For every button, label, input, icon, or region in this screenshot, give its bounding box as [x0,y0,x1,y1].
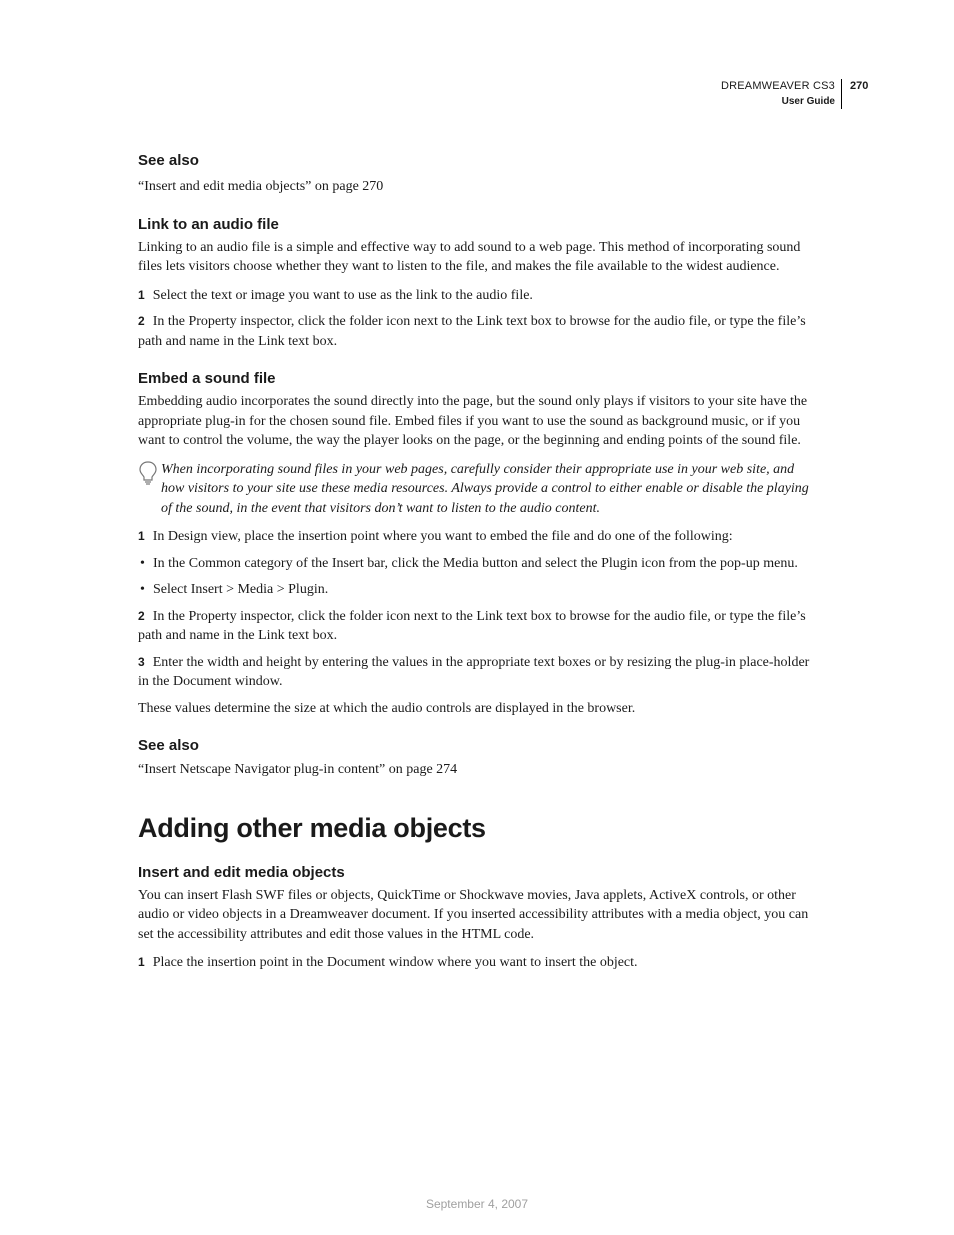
section-heading-embed-sound: Embed a sound file [138,370,276,387]
step-number: 2 [138,608,145,623]
step-text: Enter the width and height by entering the values in the appropriate text boxes or by resizing the plug-in place-holder in the Document window. [138,654,810,689]
step-text: Place the insertion point in the Document window where you want to insert the object. [152,955,638,970]
step-number: 1 [138,955,145,969]
step-text: Select the text or image you want to use as the link to the audio file. [152,287,533,303]
step-text: In the Property inspector, click the folder icon next to the Link text box to browse for the audio file, or type the file’s path and name in the Link text box. [138,314,806,349]
section-heading-link-audio: Link to an audio file [138,215,279,233]
see-also-heading: See also [138,737,199,754]
step-number: 3 [138,654,145,669]
footer-date: September 4, 2007 [425,1197,529,1211]
bullet-item [138,554,818,574]
insert-media-intro: You can insert Flash SWF files or objects, QuickTime or Shockwave movies, Java applets, ActiveX controls, or other audio or video objects in a Dreamweaver document. If you inserted accessibility attributes with a media object, you can set the accessibility attributes and edit those values in the HTML code. [138,887,809,942]
embed-step-3 [138,653,818,692]
step-number: 2 [138,314,145,328]
product-name: DREAMWEAVER CS3 [720,80,835,92]
running-header [721,79,842,109]
embed-step-2 [138,607,818,646]
lightbulb-icon [138,460,158,493]
step-number: 1 [138,529,145,543]
step-number: 1 [138,287,145,302]
bullet-dot: • [140,555,145,571]
step-text: In Design view, place the insertion point where you want to embed the file and do one of the following: [152,529,733,544]
bullet-item [138,580,818,600]
link-audio-step-2 [138,312,818,351]
chapter-heading: Adding other media objects [138,812,486,843]
bullet-text: In the Common category of the Insert bar, click the Media button and select the Plugin icon from the pop-up menu. [153,555,798,571]
bullet-dot: • [140,582,145,597]
page-number: 270 [850,80,869,92]
embed-sound-intro: Embedding audio incorporates the sound directly into the page, but the sound only plays if visitors to your site have the appropriate plug-in for the chosen sound file. Embed files if you want to use the sound as background music, or if you want to control the volume, the way the player looks on the page, or the beginning and ending points of the sound file. [138,394,808,448]
see-also-link[interactable]: “Insert Netscape Navigator plug-in content” on page 274 [138,762,458,777]
tip-text: When incorporating sound files in your web pages, carefully consider their appropriate use in your web site, and how visitors to your site use these media resources. Always provide a control to either enable or disable the playing of the sound, in the event that visitors don’t want to listen to the audio content. [161,461,809,516]
embed-step-1 [138,527,818,547]
tip-note [138,460,818,519]
see-also-link[interactable]: “Insert and edit media objects” on page 270 [138,179,384,194]
link-audio-step-1 [138,286,818,306]
bullet-text: Select Insert > Media > Plugin. [153,582,329,597]
guide-name: User Guide [781,96,835,107]
insert-media-step-1 [138,953,818,973]
link-audio-intro: Linking to an audio file is a simple and effective way to add sound to a web page. This method of incorporating sound files lets visitors choose whether they want to listen to the file, and makes the file available to the widest audience. [138,239,801,274]
step-text: In the Property inspector, click the folder icon next to the Link text box to browse for the audio file, or type the file’s path and name in the Link text box. [138,608,806,643]
section-heading-insert-media: Insert and edit media objects [138,863,345,881]
see-also-heading: See also [138,152,199,169]
page-content [138,150,818,973]
embed-closing-text: These values determine the size at which the audio controls are displayed in the browser. [138,700,636,716]
